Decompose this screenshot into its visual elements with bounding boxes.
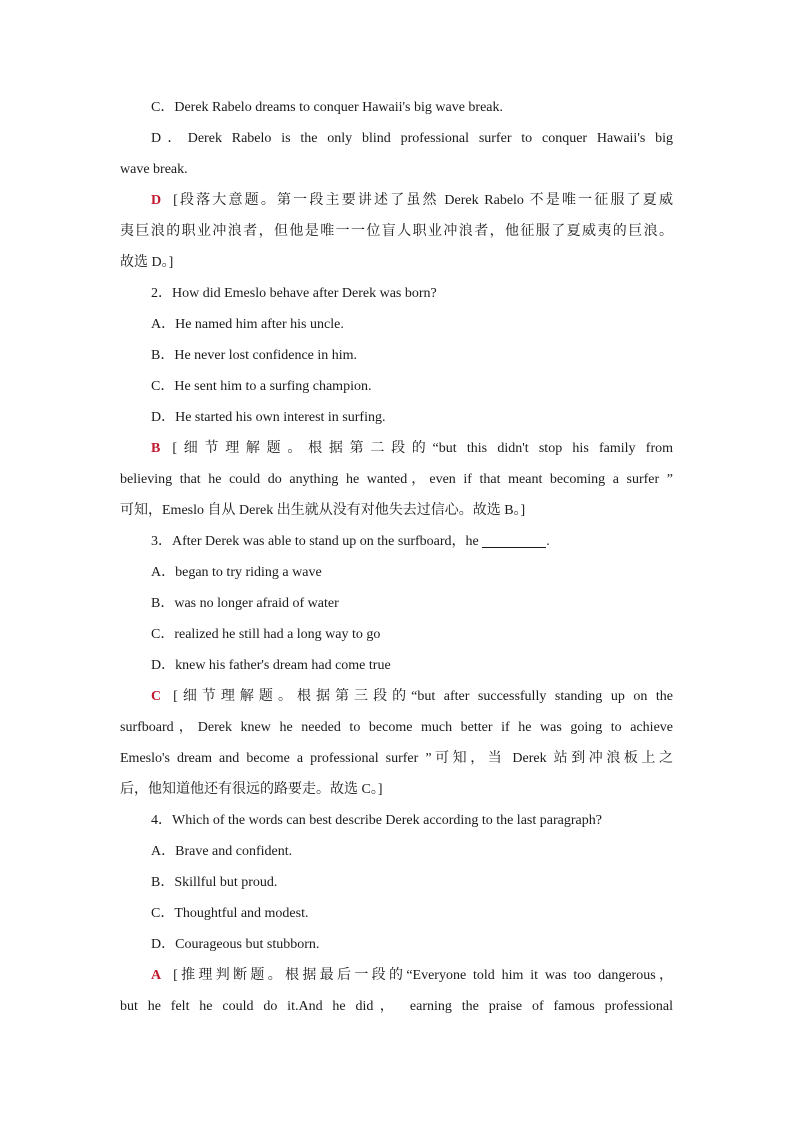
option-line: D．knew his father's dream had come true — [151, 658, 391, 673]
explanation-line: believing that he could do anything he wanted，even if that meant becoming a surfer ” — [120, 472, 673, 487]
answer-blank — [482, 533, 546, 548]
explanation-line: 后，他知道他还有很远的路要走。故选 C。] — [120, 782, 383, 797]
answer-explanation: C [细节理解题。根据第三段的“but after successfully standing up on the — [151, 689, 673, 704]
page-content — [120, 92, 673, 1022]
option-line: D．Derek Rabelo is the only blind professional surfer to conquer Hawaii's big — [151, 131, 673, 146]
option-line: B．was no longer afraid of water — [151, 596, 339, 611]
question-text: 3．After Derek was able to stand up on the surfboard，he . — [151, 534, 550, 549]
answer-letter: C — [151, 689, 162, 704]
option-line: C．He sent him to a surfing champion. — [151, 379, 372, 394]
option-line: B．He never lost confidence in him. — [151, 348, 358, 363]
option-line: A．He named him after his uncle. — [151, 317, 344, 332]
explanation-line: 故选 D。] — [120, 255, 174, 270]
explanation-line: but he felt he could do it.And he did， earning the praise of famous professional — [120, 999, 673, 1014]
option-line: A．Brave and confident. — [151, 844, 293, 859]
question-text: 4．Which of the words can best describe Derek according to the last paragraph? — [151, 813, 602, 828]
explanation-line: 夷巨浪的职业冲浪者，但他是唯一一位盲人职业冲浪者，他征服了夏威夷的巨浪。 — [120, 224, 673, 239]
answer-explanation: B [细节理解题。根据第二段的“but this didn't stop his family from — [151, 441, 673, 456]
explanation-line: 可知，Emeslo 自从 Derek 出生就从没有对他失去过信心。故选 B。] — [120, 503, 526, 518]
answer-letter: B — [151, 441, 161, 456]
explanation-line: surfboard，Derek knew he needed to become much better if he was going to achieve — [120, 720, 673, 735]
option-line: C．Derek Rabelo dreams to conquer Hawaii's big wave break. — [151, 100, 504, 115]
option-line: A．began to try riding a wave — [151, 565, 322, 580]
option-line: C．realized he still had a long way to go — [151, 627, 381, 642]
question-text: 2．How did Emeslo behave after Derek was born? — [151, 286, 437, 301]
option-line-continued: wave break. — [120, 162, 188, 177]
option-line: C．Thoughtful and modest. — [151, 906, 309, 921]
explanation-line: Emeslo's dream and become a professional surfer ”可知，当 Derek 站到冲浪板上之 — [120, 751, 673, 766]
answer-letter: D — [151, 193, 162, 208]
option-line: D．He started his own interest in surfing. — [151, 410, 386, 425]
option-line: B．Skillful but proud. — [151, 875, 278, 890]
answer-explanation: A [推理判断题。根据最后一段的“Everyone told him it was too dangerous， — [151, 968, 673, 983]
answer-letter: A — [151, 968, 162, 983]
answer-explanation: D [段落大意题。第一段主要讲述了虽然 Derek Rabelo 不是唯一征服了夏威 — [151, 193, 673, 208]
option-line: D．Courageous but stubborn. — [151, 937, 320, 952]
